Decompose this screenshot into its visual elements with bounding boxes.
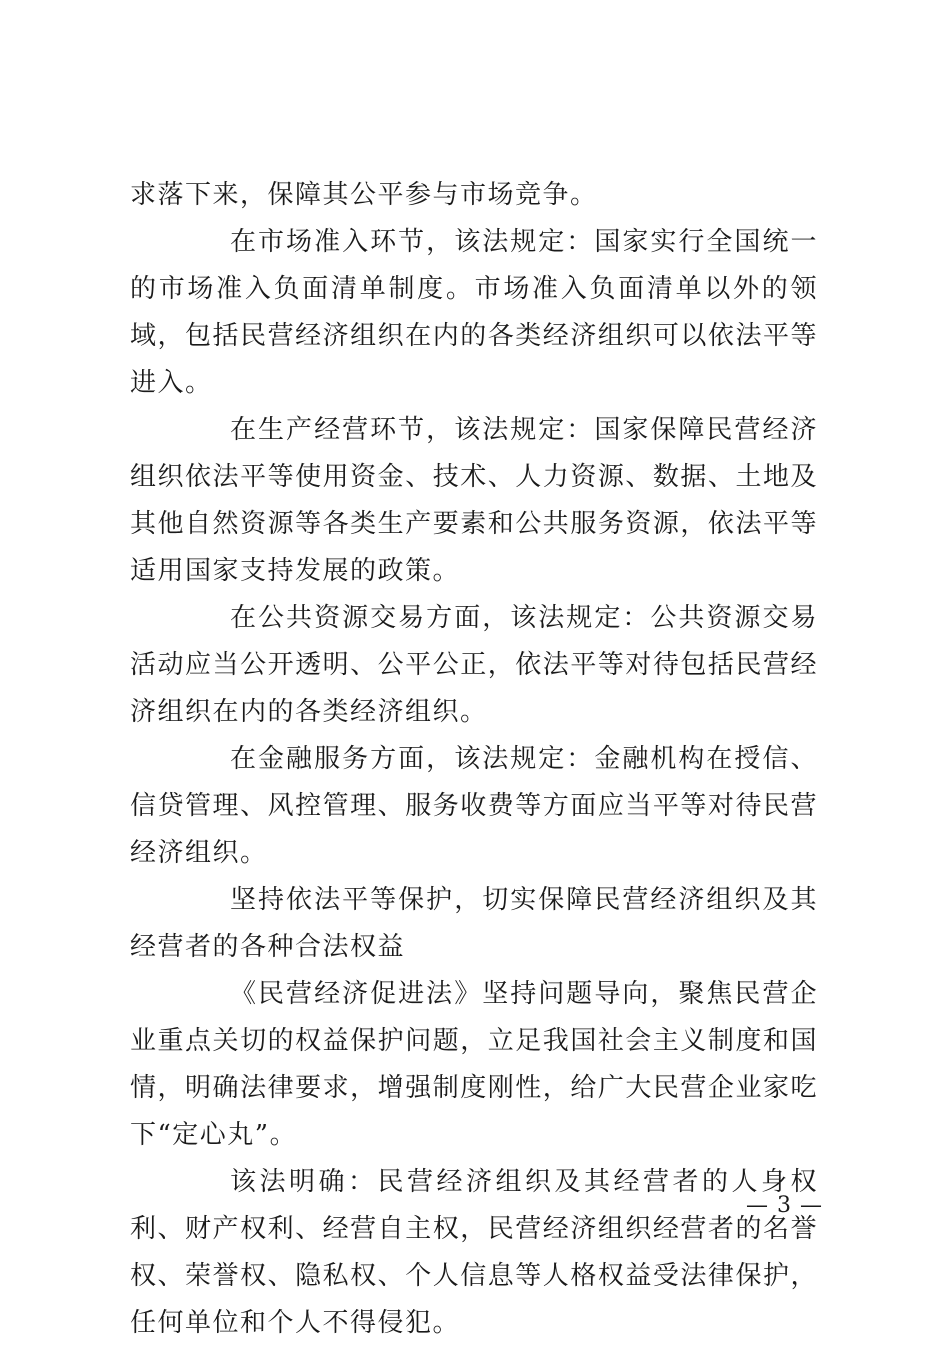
body-text [130,172,818,1347]
paragraph-continuation: 求落下来，保障其公平参与市场竞争。 [130,180,598,210]
paragraph-production: 在生产经营环节，该法规定：国家保障民营经济组织依法平等使用资金、技术、人力资源、数据、土地及其他自然资源等各类生产要素和公共服务资源，依法平等适用国家支持发展的政策。 [130,415,818,586]
paragraph-market-access: 在市场准入环节，该法规定：国家实行全国统一的市场准入负面清单制度。市场准入负面清单以外的领域，包括民营经济组织在内的各类经济组织可以依法平等进入。 [130,227,818,398]
paragraph-law-intro: 《民营经济促进法》坚持问题导向，聚焦民营企业重点关切的权益保护问题，立足我国社会主义制度和国情，明确法律要求，增强制度刚性，给广大民营企业家吃下“定心丸”。 [130,979,818,1150]
page-number: — 3 — [746,1193,823,1218]
section-heading: 坚持依法平等保护，切实保障民营经济组织及其经营者的各种合法权益 [130,885,818,962]
paragraph-financial-services: 在金融服务方面，该法规定：金融机构在授信、信贷管理、风控管理、服务收费等方面应当平等对待民营经济组织。 [130,744,818,868]
paragraph-public-resources: 在公共资源交易方面，该法规定：公共资源交易活动应当公开透明、公平公正，依法平等对待包括民营经济组织在内的各类经济组织。 [130,603,818,727]
paragraph-rights: 该法明确：民营经济组织及其经营者的人身权利、财产权利、经营自主权，民营经济组织经营者的名誉权、荣誉权、隐私权、个人信息等人格权益受法律保护，任何单位和个人不得侵犯。 [130,1167,818,1338]
